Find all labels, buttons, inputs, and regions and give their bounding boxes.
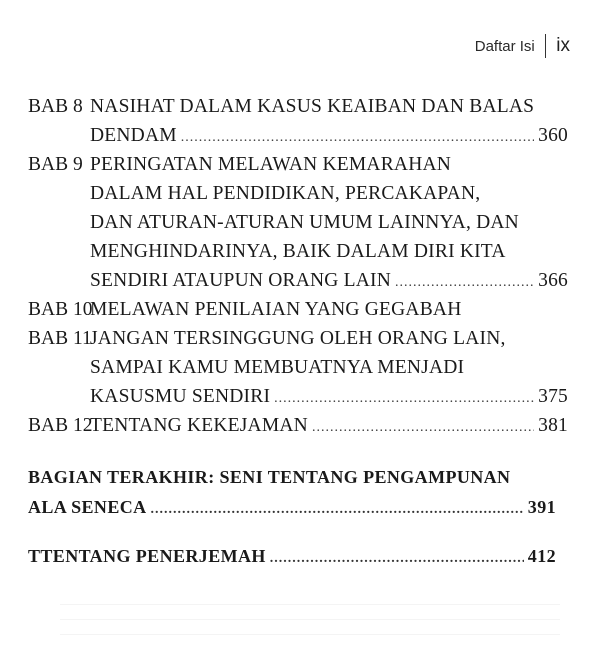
dot-leader xyxy=(312,413,534,442)
entry-title-line: MELAWAN PENILAIAN YANG GEGABAH xyxy=(90,299,462,320)
entry-title-line: KASUSMU SENDIRI xyxy=(90,386,271,407)
entry-title-line: JANGAN TERSINGGUNG OLEH ORANG LAIN, xyxy=(90,328,506,349)
entry-title-line: SAMPAI KAMU MEMBUATNYA MENJADI xyxy=(90,357,465,378)
chapter-label: BAB 10 xyxy=(28,299,93,320)
entry-leader-line xyxy=(90,266,568,295)
bleed-through-shadow xyxy=(60,590,560,640)
dot-leader xyxy=(181,123,534,152)
entry-page-number: 381 xyxy=(538,415,568,436)
page-number: ix xyxy=(556,35,570,56)
table-of-contents xyxy=(28,92,568,440)
entry-title-line: DALAM HAL PENDIDIKAN, PERCAKAPAN, xyxy=(90,183,481,204)
chapter-label: BAB 11 xyxy=(28,328,92,349)
entry-leader-line xyxy=(90,121,568,150)
toc-entry-bab-8[interactable] xyxy=(28,92,568,150)
entry-page-number: 375 xyxy=(538,386,568,407)
entry-title-line: BAGIAN TERAKHIR: SENI TENTANG PENGAMPUNAN xyxy=(28,467,511,487)
dot-leader xyxy=(270,544,524,573)
chapter-label: BAB 12 xyxy=(28,415,93,436)
entry-leader-line xyxy=(28,542,556,571)
entry-leader-line xyxy=(28,492,556,522)
dot-leader xyxy=(395,268,534,297)
entry-title-line: MENGHINDARINYA, BAIK DALAM DIRI KITA xyxy=(90,241,506,262)
toc-entry-bab-9[interactable] xyxy=(28,150,568,295)
entry-leader-line xyxy=(90,382,568,411)
chapter-label: BAB 9 xyxy=(28,154,83,175)
entry-page-number: 412 xyxy=(527,546,556,566)
section-title: Daftar Isi xyxy=(474,37,535,55)
entry-title-line: ALA SENECA xyxy=(28,497,147,517)
entry-page-number: 360 xyxy=(538,125,568,146)
running-header xyxy=(475,34,570,58)
toc-entry-bab-10[interactable] xyxy=(28,295,568,324)
toc-entry-bab-11[interactable] xyxy=(28,324,568,411)
toc-entry-bab-12[interactable] xyxy=(28,411,568,440)
entry-title-line: PERINGATAN MELAWAN KEMARAHAN xyxy=(90,154,452,175)
entry-leader-line xyxy=(90,411,568,440)
entry-title-line: SENDIRI ATAUPUN ORANG LAIN xyxy=(90,270,392,291)
entry-title-line: NASIHAT DALAM KASUS KEAIBAN DAN BALAS xyxy=(90,96,535,117)
toc-entry-translator[interactable] xyxy=(28,542,556,571)
entry-title-line: TENTANG KEKEJAMAN xyxy=(90,415,308,436)
entry-title-line: DAN ATURAN-ATURAN UMUM LAINNYA, DAN xyxy=(90,212,519,233)
entry-title-line: DENDAM xyxy=(90,125,177,146)
entry-page-number: 391 xyxy=(527,497,556,517)
header-divider xyxy=(545,34,547,58)
entry-page-number: 366 xyxy=(538,270,568,291)
chapter-label: BAB 8 xyxy=(28,96,83,117)
dot-leader xyxy=(274,384,534,413)
entry-title-line: TTENTANG PENERJEMAH xyxy=(28,546,266,566)
dot-leader xyxy=(151,495,524,525)
toc-entry-final-part[interactable] xyxy=(28,462,556,522)
